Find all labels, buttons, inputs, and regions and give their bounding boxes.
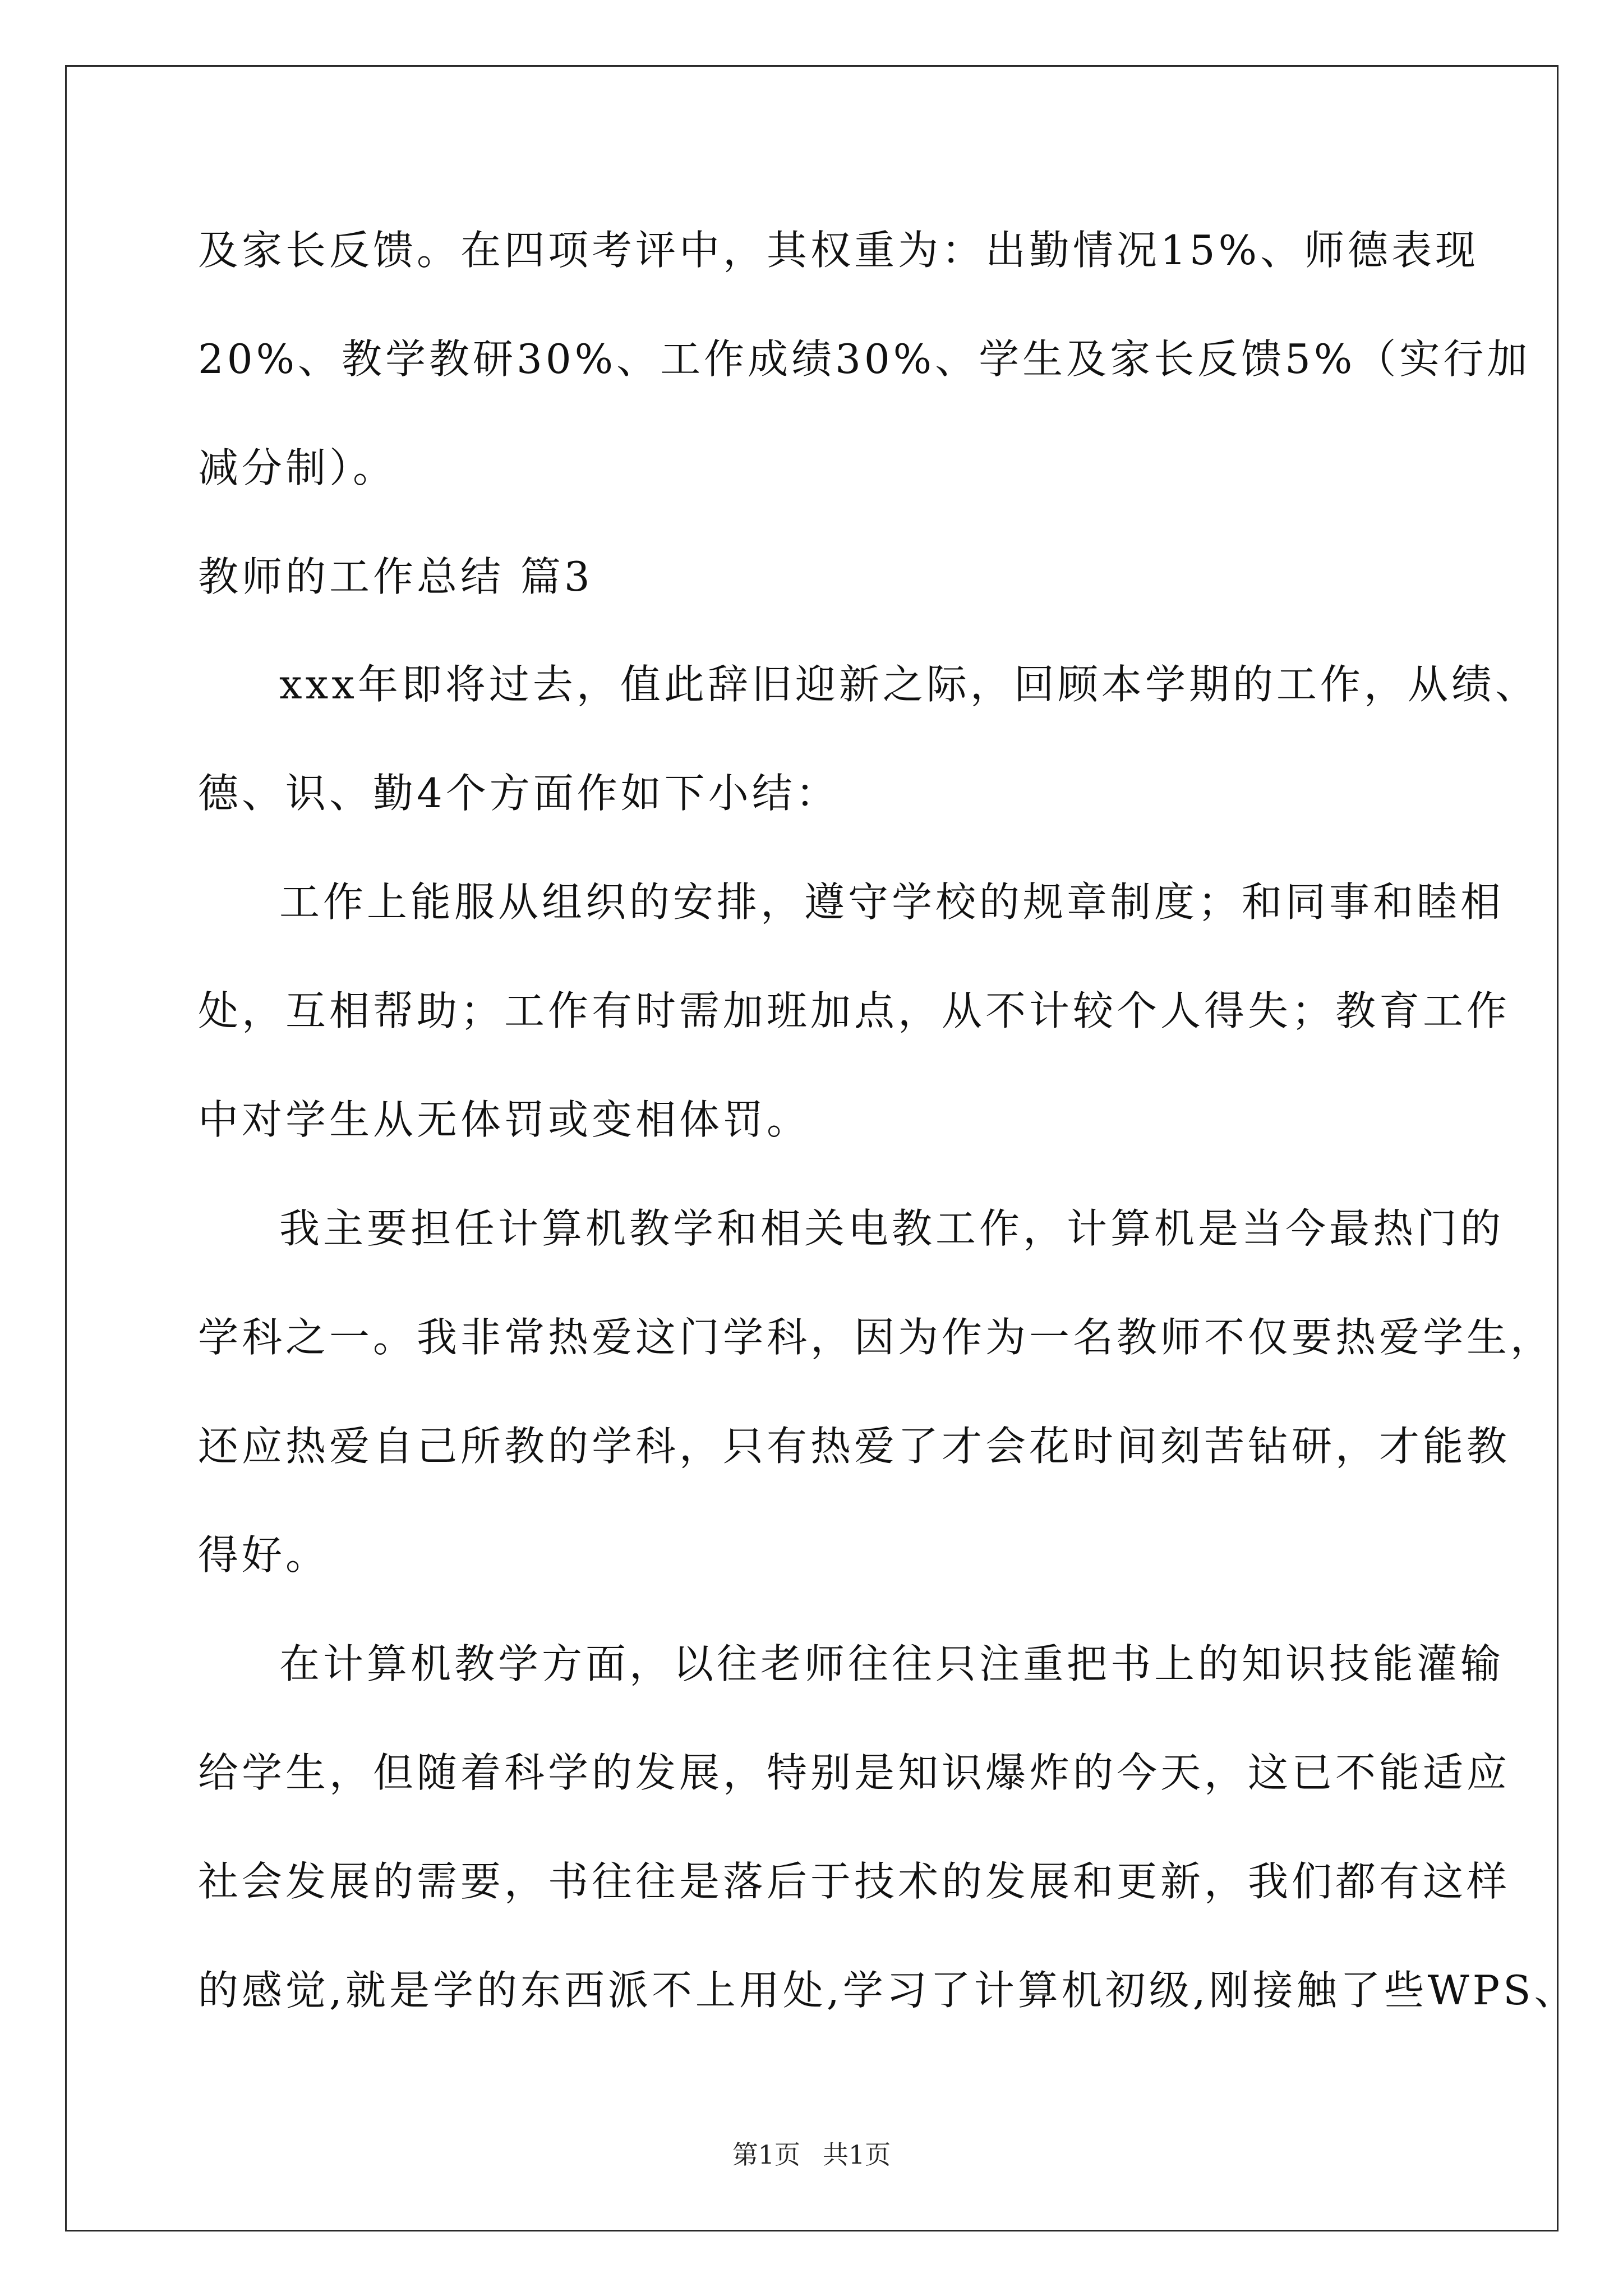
body-line-14: 在计算机教学方面，以往老师往往只注重把书上的知识技能灌输 — [279, 1640, 1505, 1687]
body-line-5: xxx年即将过去，值此辞旧迎新之际，回顾本学期的工作，从绩、 — [279, 661, 1539, 708]
body-line-9: 中对学生从无体罚或变相体罚。 — [198, 1096, 811, 1143]
body-line-6: 德、识、勤4个方面作如下小结： — [198, 770, 840, 817]
body-line-3: 减分制）。 — [198, 444, 397, 491]
body-line-7: 工作上能服从组织的安排，遵守学校的规章制度；和同事和睦相 — [279, 878, 1505, 926]
body-line-10: 我主要担任计算机教学和相关电教工作，计算机是当今最热门的 — [279, 1205, 1505, 1252]
body-line-8: 处，互相帮助；工作有时需加班加点，从不计较个人得失；教育工作 — [198, 987, 1511, 1034]
body-line-17: 的感觉,就是学的东西派不上用处,学习了计算机初级,刚接触了些WPS、 — [198, 1967, 1578, 2014]
body-line-1: 及家长反馈。在四项考评中，其权重为：出勤情况15%、师德表现 — [198, 227, 1479, 274]
body-line-16: 社会发展的需要，书往往是落后于技术的发展和更新，我们都有这样 — [198, 1858, 1511, 1905]
body-line-15: 给学生，但随着科学的发展，特别是知识爆炸的今天，这已不能适应 — [198, 1749, 1511, 1796]
body-line-13: 得好。 — [198, 1531, 330, 1579]
page-number-total: 共1页 — [823, 2139, 891, 2170]
body-line-12: 还应热爱自己所教的学科，只有热爱了才会花时间刻苦钻研，才能教 — [198, 1423, 1511, 1470]
body-line-2: 20%、教学教研30%、工作成绩30%、学生及家长反馈5%（实行加 — [198, 335, 1531, 383]
page-number-current: 第1页 — [732, 2139, 800, 2170]
page-footer — [0, 2134, 1623, 2171]
page-border — [65, 65, 1559, 2231]
section-heading: 教师的工作总结 篇3 — [198, 553, 593, 600]
body-line-11: 学科之一。我非常热爱这门学科，因为作为一名教师不仅要热爱学生， — [198, 1314, 1555, 1361]
